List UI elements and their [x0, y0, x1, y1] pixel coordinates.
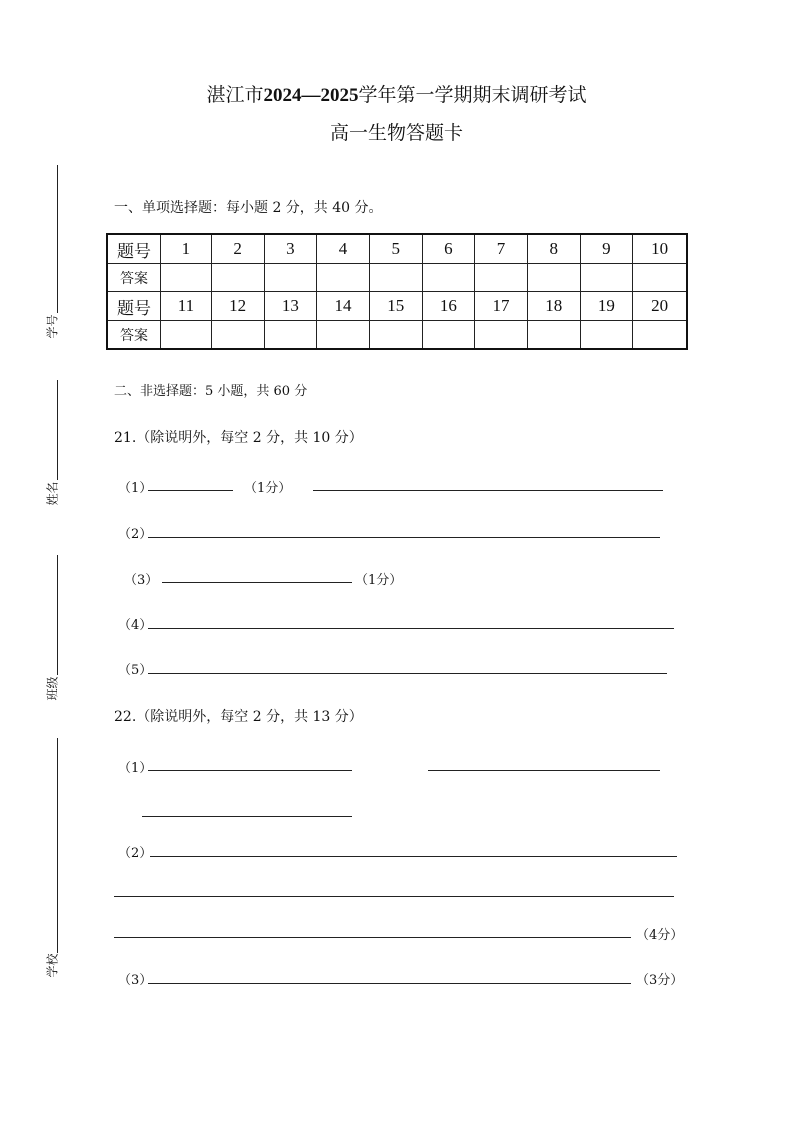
q22-3-blank[interactable]	[148, 983, 631, 984]
q21-heading: 21.（除说明外，每空 2 分，共 10 分）	[114, 430, 363, 446]
question-number: 4	[317, 234, 370, 264]
question-number: 18	[527, 292, 580, 321]
name-label: 姓名	[45, 481, 60, 506]
question-number-row	[107, 292, 687, 321]
q21-5-blank[interactable]	[148, 673, 667, 674]
answer-cell[interactable]	[633, 321, 687, 350]
answer-cell[interactable]	[580, 264, 633, 292]
q22-2-blank-c[interactable]	[114, 937, 631, 938]
answer-grid	[106, 233, 688, 350]
q21-item-4-label: （4）	[118, 618, 153, 633]
question-number: 6	[422, 234, 475, 264]
q22-item-3-label: （3）	[118, 973, 153, 988]
q21-1-points: （1分）	[244, 481, 292, 496]
q21-item-1-label: （1）	[118, 481, 153, 496]
answer-cell[interactable]	[264, 264, 317, 292]
q21-3-points: （1分）	[355, 573, 403, 588]
question-number: 14	[317, 292, 370, 321]
title-prefix: 湛江市	[206, 84, 264, 106]
q22-2-blank-a[interactable]	[150, 856, 677, 857]
answer-cell[interactable]	[161, 321, 212, 350]
answer-cell[interactable]	[527, 264, 580, 292]
q21-item-2-label: （2）	[118, 527, 153, 542]
q22-1-blank-c[interactable]	[142, 816, 352, 817]
title-years: 2024—2025	[263, 85, 359, 106]
answer-row	[107, 321, 687, 350]
answer-cell[interactable]	[317, 321, 370, 350]
question-number: 17	[475, 292, 528, 321]
question-number: 9	[580, 234, 633, 264]
question-number: 3	[264, 234, 317, 264]
q21-1-blank-b[interactable]	[313, 490, 663, 491]
question-number: 12	[211, 292, 264, 321]
q21-3-blank[interactable]	[162, 582, 352, 583]
row-label-question: 题号	[107, 292, 161, 321]
answer-cell[interactable]	[317, 264, 370, 292]
question-number: 2	[211, 234, 264, 264]
q22-item-2-label: （2）	[118, 846, 153, 861]
q22-2-points: （4分）	[636, 928, 684, 943]
question-number: 16	[422, 292, 475, 321]
question-number: 20	[633, 292, 687, 321]
answer-cell[interactable]	[264, 321, 317, 350]
q21-item-5-label: （5）	[118, 663, 153, 678]
answer-cell[interactable]	[475, 321, 528, 350]
question-number: 19	[580, 292, 633, 321]
student-id-label: 学号	[45, 314, 60, 339]
question-number: 1	[161, 234, 212, 264]
answer-cell[interactable]	[422, 264, 475, 292]
section1-heading: 一、单项选择题：每小题 2 分，共 40 分。	[114, 200, 383, 216]
q21-2-blank[interactable]	[148, 537, 660, 538]
q21-4-blank[interactable]	[148, 628, 674, 629]
binding-line	[57, 738, 58, 953]
answer-row	[107, 264, 687, 292]
binding-line	[57, 165, 58, 313]
answer-cell[interactable]	[633, 264, 687, 292]
row-label-answer: 答案	[107, 264, 161, 292]
answer-cell[interactable]	[369, 264, 422, 292]
q22-item-1-label: （1）	[118, 761, 153, 776]
q22-heading: 22.（除说明外，每空 2 分，共 13 分）	[114, 709, 363, 725]
answer-cell[interactable]	[580, 321, 633, 350]
answer-cell[interactable]	[161, 264, 212, 292]
q22-2-blank-b[interactable]	[114, 896, 674, 897]
school-label: 学校	[45, 953, 60, 978]
question-number: 7	[475, 234, 528, 264]
question-number: 15	[369, 292, 422, 321]
q22-1-blank-a[interactable]	[148, 770, 352, 771]
question-number: 5	[369, 234, 422, 264]
answer-cell[interactable]	[527, 321, 580, 350]
row-label-answer: 答案	[107, 321, 161, 350]
q21-item-3-label: （3）	[124, 573, 159, 588]
section2-heading: 二、非选择题：5 小题，共 60 分	[114, 384, 308, 399]
page-title	[0, 80, 793, 107]
question-number: 13	[264, 292, 317, 321]
binding-line	[57, 555, 58, 675]
answer-cell[interactable]	[422, 321, 475, 350]
answer-cell[interactable]	[369, 321, 422, 350]
answer-cell[interactable]	[211, 264, 264, 292]
question-number: 8	[527, 234, 580, 264]
q22-3-points: （3分）	[636, 973, 684, 988]
answer-cell[interactable]	[475, 264, 528, 292]
class-label: 班级	[45, 676, 60, 701]
question-number: 11	[161, 292, 212, 321]
q21-1-blank-a[interactable]	[148, 490, 233, 491]
answer-cell[interactable]	[211, 321, 264, 350]
binding-line	[57, 380, 58, 480]
page-subtitle: 高一生物答题卡	[329, 122, 463, 144]
question-number: 10	[633, 234, 687, 264]
title-suffix: 学年第一学期期末调研考试	[358, 84, 587, 106]
row-label-question: 题号	[107, 234, 161, 264]
question-number-row	[107, 234, 687, 264]
q22-1-blank-b[interactable]	[428, 770, 660, 771]
